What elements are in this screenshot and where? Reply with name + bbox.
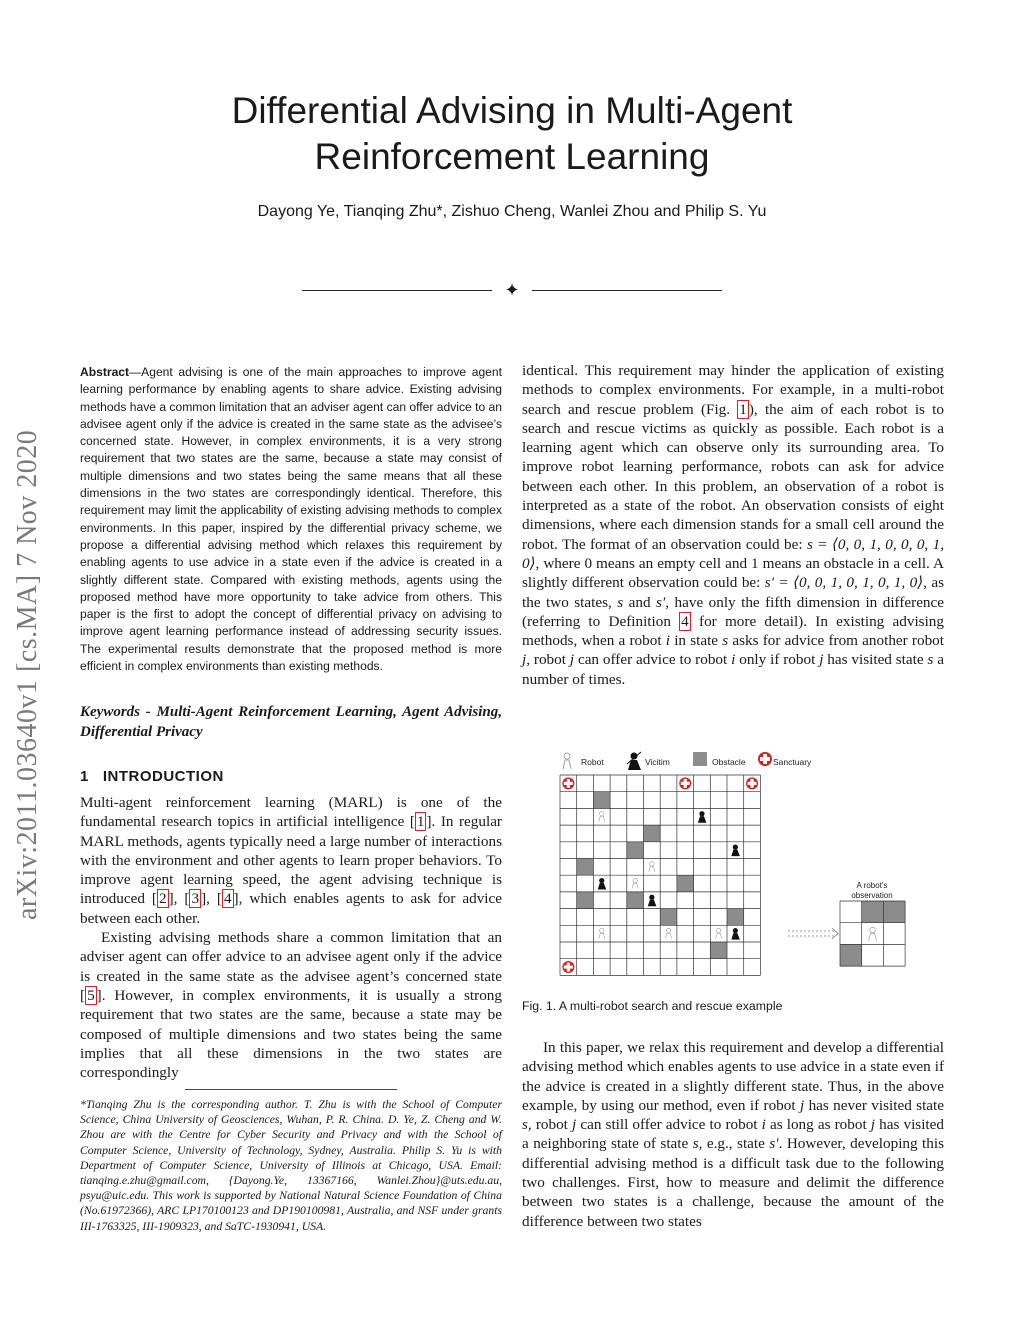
robot-icon bbox=[666, 928, 670, 932]
footnote-rule bbox=[185, 1089, 397, 1090]
sanctuary-cross bbox=[681, 782, 690, 785]
robot-body bbox=[599, 933, 605, 939]
robot-icon bbox=[716, 928, 720, 932]
legend-obstacle-swatch bbox=[693, 752, 707, 766]
robot-icon bbox=[633, 878, 637, 882]
observation-robot-icon bbox=[870, 927, 876, 933]
math-var: s bbox=[927, 651, 934, 669]
math-var: i bbox=[731, 651, 736, 669]
math-var: j bbox=[819, 651, 824, 669]
footnote: *Tianqing Zhu is the corresponding author. T. Zhu is with the School of Computer Science, China University of Geosciences, Wuhan, P. R. China. D. Ye, Z. Cheng and W. Zhou are with the Centre for Cyber Security and Privacy and with the School of Computer Science, University of Technology, Sydney, Australia. Philip S. Yu is with Department of Computer Science, University of Illinois at Chicago, USA. Email: tianqing.e.zhu@gmail.com, {Dayong.Ye, 13367166, Wanlei.Zhou}@uts.edu.au, psyu@uic.edu. This work is supported by National Natural Science Foundation of China (No.61972366), ARC LP170100123 and DP190100981, Australia, and NSF under grants III-1763325, III-1909323, and SaTC-1930941, USA. bbox=[80, 1098, 502, 1233]
text-run: Multi-agent reinforcement learning (MARL) is one of the fundamental research topics in artificial intelligence bbox=[80, 794, 502, 831]
text-run: has never visited state bbox=[804, 1096, 944, 1114]
victim-body bbox=[731, 850, 740, 857]
intro-paragraph-2: Existing advising methods share a common limitation that an adviser agent can offer advice to an advisee agent only if the advice is created in the same state as the advisee agent’s concerned state [ 5 ]. However, in complex environments, it is usually a strong requirement that two states are the same, because a state may be composed of multiple dimensions and two states being the same implies that all these dimensions in the two states are correspondingly bbox=[80, 929, 502, 1082]
math-var: i bbox=[761, 1116, 766, 1134]
text-run: Existing advising methods share a common limitation that an adviser agent can offer advice to an advisee agent only if the advice is created in the same state as the advisee agent’s concerned state bbox=[80, 929, 502, 985]
math-var: j bbox=[569, 651, 575, 669]
text-run: . However, developing this differential advising method is a difficult task due to the following two challenges. First, how to measure and delimit the difference between two states is a challenge, because the amount of the difference between two states bbox=[522, 1135, 945, 1230]
text-run: ), the aim of each robot is to search and rescue victims as quickly as possible. Each robot is a learning agent which can observe only its surrounding area. To improve robot learning performance, robots can ask for advice between each other. In this problem, an observation of a robot is interpreted as a state of the robot. An observation consists of eight dimensions, where each dimension stands for a small cell around the robot. The format of an observation could be: bbox=[522, 400, 944, 553]
observation-robot-body bbox=[869, 934, 877, 941]
text-run: has visited state bbox=[823, 651, 928, 669]
figure-link[interactable]: 1 bbox=[739, 400, 747, 418]
victim-body bbox=[648, 900, 657, 907]
math-var: s bbox=[617, 593, 624, 611]
obstacle-cell bbox=[627, 842, 644, 859]
obstacle-cell bbox=[627, 892, 644, 909]
intro-paragraph-1: Multi-agent reinforcement learning (MARL) is one of the fundamental research topics in artificial intelligence [ 1 ]. In regular MARL methods, agents typically need a large number of interactions with the environment and other agents to learn proper behaviors. To improve agent learning speed, the agent advising technique is introduced [ 2 ], [ 3 ], [ 4 ], which enables agents to ask for advice between each other. bbox=[80, 794, 503, 927]
victim-icon bbox=[599, 878, 604, 883]
math-var: j bbox=[572, 1116, 577, 1134]
math-var: s bbox=[722, 632, 729, 650]
legend-victim-icon bbox=[627, 752, 641, 770]
obstacle-cell bbox=[577, 859, 594, 876]
legend-sanctuary-icon bbox=[758, 752, 772, 766]
obstacle-cell bbox=[727, 909, 744, 926]
robot-icon bbox=[600, 812, 604, 816]
observation-obstacle-cell bbox=[862, 901, 884, 923]
text-run: for more detail). In existing advising methods, when a robot bbox=[522, 612, 944, 650]
section-title: INTRODUCTION bbox=[102, 768, 224, 785]
text-run: . However, in complex environments, it is usually a strong requirement that two states are the same, because a state may be composed of multiple dimensions and two states being the same implies that all these dimensions in the two states are correspondingly bbox=[80, 986, 502, 1082]
robot-body bbox=[716, 933, 722, 939]
robot-body bbox=[649, 866, 655, 872]
observation-label-line2: observation bbox=[851, 891, 893, 900]
text-run: , have only the fifth dimension in difference (referring to Definition bbox=[522, 593, 945, 630]
observation-obstacle-cell bbox=[840, 944, 862, 966]
sanctuary-cross bbox=[748, 782, 757, 785]
obstacle-cell bbox=[644, 825, 661, 842]
text-run: can offer advice to robot bbox=[574, 651, 732, 669]
obstacle-cell bbox=[710, 942, 727, 959]
definition-link[interactable]: 4 bbox=[681, 612, 689, 630]
robot-icon bbox=[600, 928, 604, 932]
legend-label-robot: Robot bbox=[581, 757, 604, 767]
text-run: In this paper, we relax this requirement and develop a differential advising method which enables agents to use advice in a state even if the advice is created in a slightly different state. Thus, in the above example, by using our method, even if robot bbox=[522, 1039, 944, 1114]
victim-icon bbox=[733, 845, 738, 850]
keywords: Keywords - Multi-Agent Reinforcement Learning, Agent Advising, Differential Privacy bbox=[80, 704, 502, 740]
obstacle-cell bbox=[677, 875, 694, 892]
observation-obstacle-cell bbox=[883, 901, 905, 923]
text-run: asks for advice from another robot bbox=[728, 632, 944, 650]
victim-icon bbox=[699, 811, 704, 816]
observation-link-arrow bbox=[788, 931, 836, 936]
robot-body bbox=[632, 883, 638, 889]
text-run: only if robot bbox=[735, 651, 820, 669]
math-var: s′ bbox=[769, 1135, 779, 1153]
separator-diamond-icon: ✦ bbox=[504, 280, 520, 300]
robot-icon bbox=[650, 862, 654, 866]
victim-icon bbox=[733, 928, 738, 933]
legend-label-victim: Vicitim bbox=[645, 757, 670, 767]
math-var: s bbox=[692, 1135, 699, 1153]
separator-rule-left bbox=[302, 290, 492, 291]
separator-rule-right bbox=[532, 290, 722, 291]
section-number: 1 bbox=[80, 768, 89, 785]
figure-caption: Fig. 1. A multi-robot search and rescue example bbox=[522, 999, 783, 1013]
environment-grid bbox=[560, 775, 760, 975]
math-state-s: s = ⟨0, 0, 1, 0, 0, 0, 1, 0⟩ bbox=[522, 535, 944, 572]
arxiv-identifier: arXiv:2011.03640v1 [cs.MA] 7 Nov 2020 bbox=[12, 429, 43, 920]
legend-label-sanctuary: Sanctuary bbox=[773, 757, 812, 767]
sanctuary-cross bbox=[564, 965, 573, 968]
text-run: , where 0 means an empty cell and 1 means an obstacle in a cell. A slightly different observation could be: bbox=[522, 554, 944, 592]
text-run: , e.g., state bbox=[698, 1135, 770, 1153]
legend-label-obstacle: Obstacle bbox=[712, 757, 746, 767]
obstacle-cell bbox=[593, 792, 610, 809]
paragraph bbox=[522, 1038, 944, 1231]
victim-body bbox=[698, 816, 707, 823]
math-var: s′ bbox=[656, 593, 666, 611]
figure-legend bbox=[563, 752, 812, 770]
text-run: has visited a neighboring state of state bbox=[522, 1116, 944, 1153]
introduction-body bbox=[80, 793, 502, 1082]
paper-title: Differential Advising in Multi-Agent Reinforcement Learning bbox=[231, 90, 793, 177]
right-column-paragraph-2 bbox=[522, 1038, 944, 1231]
abstract-text: —Agent advising is one of the main approaches to improve agent learning performance by enabling agents to share advice. Existing advising methods have a common limitation that an adviser agent can offer advice to an advisee agent only if the advice is created in the same state as the advisee’s concerned state. However, in complex environments, it is a very strong requirement that two states are the same, because a state may consist of multiple dimensions and two states being the same means that all these dimensions in the two states are correspondingly identical. Therefore, this requirement may limit the applicability of existing advising methods to complex environments. In this paper, inspired by the differential privacy scheme, we propose a differential advising method which relaxes this requirement by enabling agents to use advice in a state even if the advice is created in a slightly different state. Compared with existing methods, agents using the proposed method have more opportunity to take advice from others. This paper is the first to adopt the concept of differential privacy on advising to improve agent learning performance instead of addressing security issues. The experimental results demonstrate that the proposed method is more efficient in complex environments than existing methods. bbox=[80, 365, 502, 674]
obstacle-cell bbox=[660, 909, 677, 926]
text-run: identical. This requirement may hinder the application of existing methods to complex environments. For example, in a multi-robot search and rescue problem (Fig. bbox=[522, 362, 944, 418]
citation-link[interactable]: 5 bbox=[87, 986, 95, 1004]
text-run: a number of times. bbox=[522, 651, 945, 688]
text-run: , robot bbox=[526, 651, 570, 669]
robot-body bbox=[599, 816, 605, 822]
victim-icon bbox=[649, 895, 654, 900]
text-run: , as the two states, bbox=[522, 574, 944, 611]
abstract bbox=[80, 364, 502, 675]
math-var: s bbox=[522, 1116, 528, 1134]
text-run: . In regular MARL methods, agents typically need a large number of interactions with the environment and other agents to learn proper behaviors. To improve agent learning speed, the agent advising technique is introduced bbox=[80, 813, 502, 908]
sanctuary-cross bbox=[564, 782, 573, 785]
victim-body bbox=[598, 883, 607, 890]
text-run: as long as robot bbox=[765, 1116, 871, 1134]
citation-link[interactable]: 1 bbox=[416, 813, 425, 831]
text-run: and bbox=[623, 593, 657, 611]
robot-body bbox=[666, 933, 672, 939]
author-list: Dayong Ye, Tianqing Zhu*, Zishuo Cheng, Wanlei Zhou and Philip S. Yu bbox=[257, 203, 767, 220]
observation-grid bbox=[840, 901, 905, 966]
right-column-paragraph bbox=[522, 361, 944, 689]
text-run: , which enables agents to ask for advice between each other. bbox=[80, 890, 503, 927]
text-run: in state bbox=[670, 632, 723, 650]
legend-robot-icon bbox=[563, 753, 571, 769]
citation-link[interactable]: 3 bbox=[191, 890, 200, 908]
search-rescue-figure bbox=[540, 748, 940, 988]
math-state-s-prime: s′ = ⟨0, 0, 1, 0, 1, 0, 1, 0⟩ bbox=[764, 574, 924, 592]
abstract-label: Abstract bbox=[80, 365, 130, 379]
section-heading bbox=[80, 768, 224, 785]
math-var: j bbox=[870, 1116, 876, 1134]
arrow-head-icon bbox=[832, 928, 838, 939]
math-var: i bbox=[665, 632, 670, 650]
obstacle-cell bbox=[577, 892, 594, 909]
text-run: , robot bbox=[527, 1116, 572, 1134]
math-var: j bbox=[799, 1096, 805, 1114]
text-run: can still offer advice to robot bbox=[576, 1116, 762, 1134]
citation-link[interactable]: 4 bbox=[223, 890, 232, 908]
math-var: j bbox=[522, 651, 527, 669]
victim-body bbox=[731, 933, 740, 940]
observation-label-line1: A robot's bbox=[856, 881, 888, 890]
citation-link[interactable]: 2 bbox=[158, 890, 167, 908]
